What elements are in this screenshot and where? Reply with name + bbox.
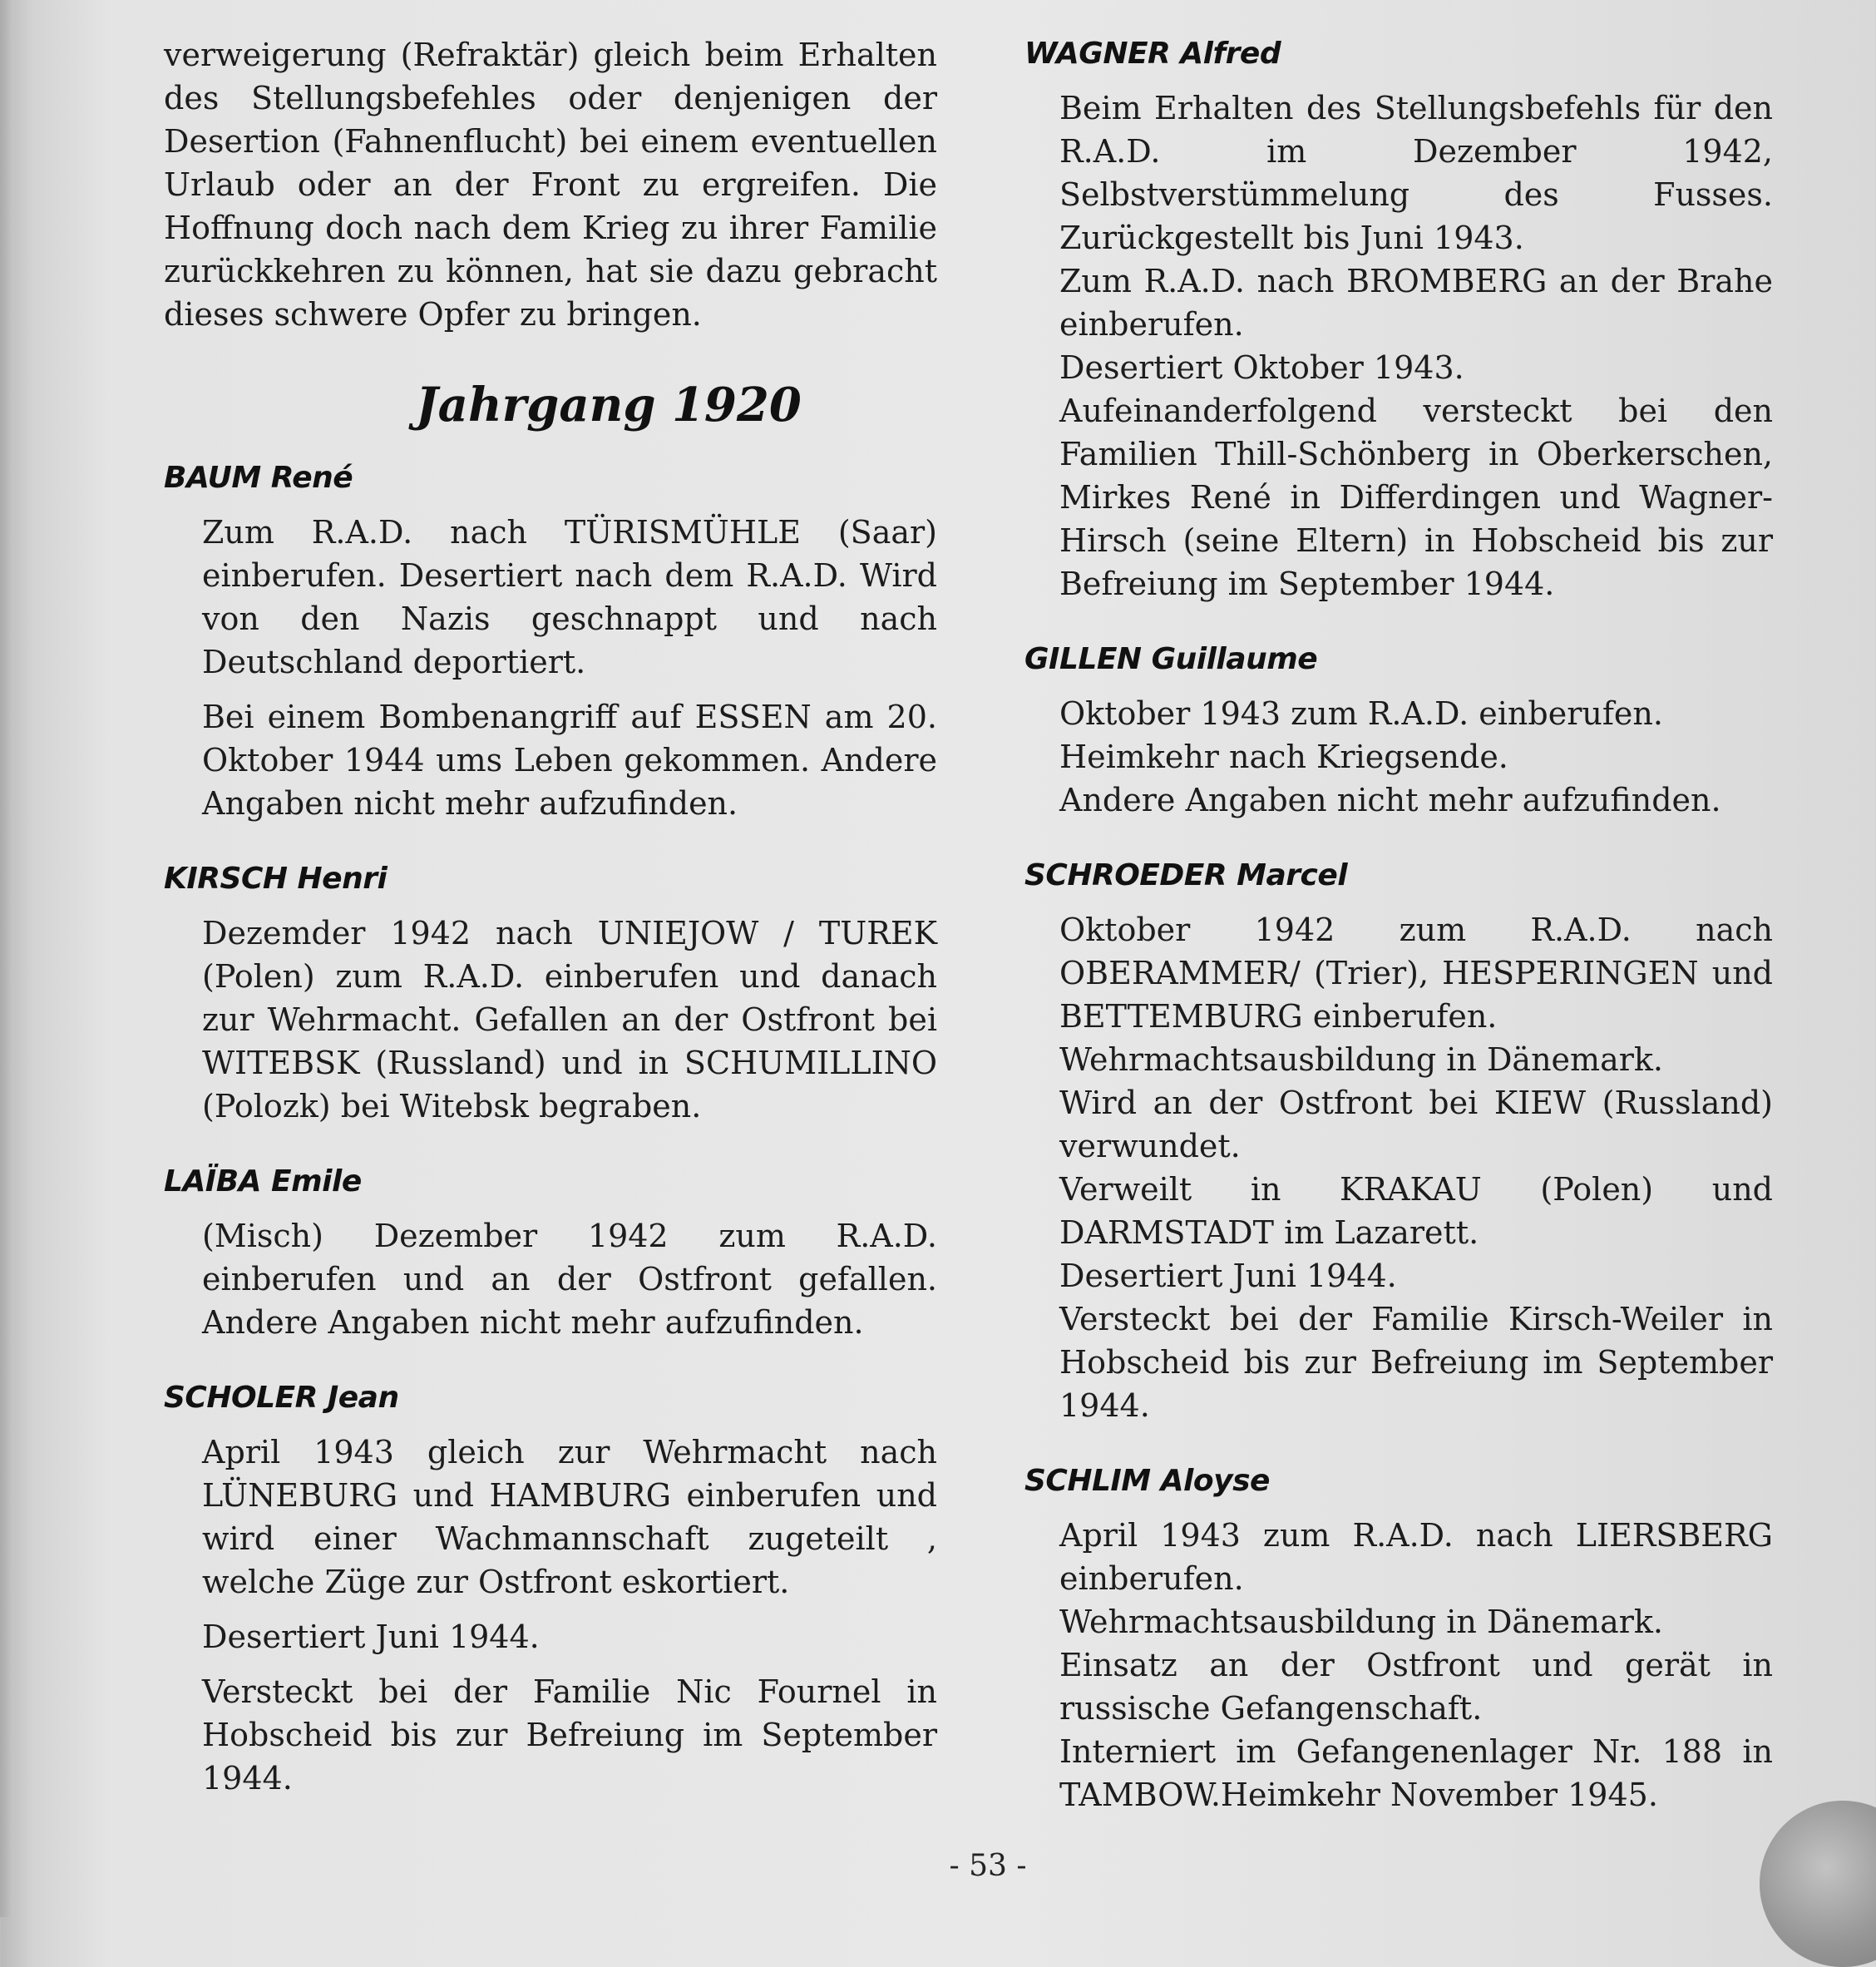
person-entry: [164, 858, 937, 1128]
person-name: SCHROEDER Marcel: [1024, 858, 1348, 892]
entry-paragraph: Wehrmachtsausbildung in Dänemark.: [1059, 1604, 1663, 1640]
entry-paragraph: Einsatz an der Ostfront und gerät in russische Gefangenschaft.: [1059, 1647, 1773, 1727]
entry-paragraph: Bei einem Bombenangriff auf ESSEN am 20. Oktober 1944 ums Leben gekommen. Andere Angaben nicht mehr aufzufinden.: [202, 699, 937, 822]
page-number: - 53 -: [949, 1849, 1027, 1883]
person-name: KIRSCH Henri: [164, 862, 388, 896]
entry-paragraph: Desertiert Oktober 1943.: [1059, 349, 1464, 386]
entry-paragraph: Oktober 1942 zum R.A.D. nach OBERAMMER/ (Trier), HESPERINGEN und BETTEMBURG einberufen.: [1059, 912, 1773, 1035]
intro-paragraph: verweigerung (Refraktär) gleich beim Erhalten des Stellungsbefehles oder denjenigen der Desertion (Fahnenflucht) bei einem eventuellen Urlaub oder an der Front zu ergreifen. Die Hoffnung doch nach dem Krieg zu ihrer Familie zurückkehren zu können, hat sie dazu gebracht dieses schwere Opfer zu bringen.: [164, 37, 937, 333]
person-entry: [1024, 33, 1773, 605]
page-corner-shadow: [1760, 1801, 1876, 1967]
entry-paragraph: Beim Erhalten des Stellungsbefehls für den R.A.D. im Dezember 1942, Selbstverstümmelung des Fusses. Zurückgestellt bis Juni 1943.: [1059, 90, 1773, 256]
person-entry: [1024, 639, 1773, 822]
entry-paragraph: Oktober 1943 zum R.A.D. einberufen.: [1059, 695, 1663, 732]
entry-paragraph: Aufeinanderfolgend versteckt bei den Familien Thill-Schönberg in Oberkerschen, Mirkes René in Differdingen und Wagner-Hirsch (seine Eltern) in Hobscheid bis zur Befreiung im September 1944.: [1059, 393, 1773, 602]
entry-paragraph: Interniert im Gefangenenlager Nr. 188 in TAMBOW.Heimkehr November 1945.: [1059, 1733, 1773, 1813]
entry-paragraph: Desertiert Juni 1944.: [202, 1619, 540, 1655]
entry-paragraph: (Misch) Dezember 1942 zum R.A.D. einberufen und an der Ostfront gefallen. Andere Angaben nicht mehr aufzufinden.: [202, 1218, 937, 1341]
section-title: Jahrgang 1920: [416, 378, 802, 432]
person-details: [1024, 908, 1773, 1427]
person-name: BAUM René: [164, 461, 353, 495]
person-details: [1024, 86, 1773, 605]
person-name: SCHLIM Aloyse: [1024, 1464, 1270, 1498]
person-entry: [164, 1377, 937, 1800]
page-gutter-shadow: [0, 0, 13, 1917]
person-entry: [1024, 855, 1773, 1427]
entry-paragraph: Wird an der Ostfront bei KIEW (Russland) verwundet.: [1059, 1085, 1773, 1164]
entry-paragraph: April 1943 zum R.A.D. nach LIERSBERG einberufen.: [1059, 1517, 1773, 1597]
person-details: [164, 1214, 937, 1344]
person-name: SCHOLER Jean: [164, 1381, 399, 1415]
right-column: [1024, 33, 1773, 1850]
left-column: [164, 33, 937, 1833]
entry-paragraph: Wehrmachtsausbildung in Dänemark.: [1059, 1041, 1663, 1078]
person-entry: [1024, 1460, 1773, 1816]
entry-paragraph: Andere Angaben nicht mehr aufzufinden.: [1059, 782, 1721, 818]
entry-paragraph: Versteckt bei der Familie Kirsch-Weiler in Hobscheid bis zur Befreiung im September 1944.: [1059, 1301, 1773, 1424]
person-entry: [164, 1161, 937, 1344]
entry-paragraph: April 1943 gleich zur Wehrmacht nach LÜNEBURG und HAMBURG einberufen und wird einer Wachmannschaft zugeteilt , welche Züge zur Ostfront eskortiert.: [202, 1434, 937, 1600]
entry-paragraph: Heimkehr nach Kriegsende.: [1059, 739, 1508, 775]
person-details: [1024, 692, 1773, 822]
entry-paragraph: Verweilt in KRAKAU (Polen) und DARMSTADT im Lazarett.: [1059, 1171, 1773, 1251]
entry-paragraph: Zum R.A.D. nach BROMBERG an der Brahe einberufen.: [1059, 263, 1773, 343]
person-name: WAGNER Alfred: [1024, 37, 1281, 71]
entry-paragraph: Zum R.A.D. nach TÜRISMÜHLE (Saar) einberufen. Desertiert nach dem R.A.D. Wird von den Nazis geschnappt und nach Deutschland deportiert.: [202, 514, 937, 680]
person-name: GILLEN Guillaume: [1024, 642, 1318, 676]
entry-paragraph: Dezemder 1942 nach UNIEJOW / TUREK (Polen) zum R.A.D. einberufen und danach zur Wehrmacht. Gefallen an der Ostfront bei WITEBSK (Russland) und in SCHUMILLINO (Polozk) bei Witebsk begraben.: [202, 915, 937, 1124]
person-name: LAÏBA Emile: [164, 1164, 362, 1198]
person-details: [1024, 1514, 1773, 1816]
person-entry: [164, 457, 937, 825]
person-details: [164, 511, 937, 825]
entry-paragraph: Versteckt bei der Familie Nic Fournel in Hobscheid bis zur Befreiung im September 1944.: [202, 1673, 937, 1796]
person-details: [164, 1431, 937, 1800]
entry-paragraph: Desertiert Juni 1944.: [1059, 1258, 1397, 1294]
person-details: [164, 912, 937, 1128]
